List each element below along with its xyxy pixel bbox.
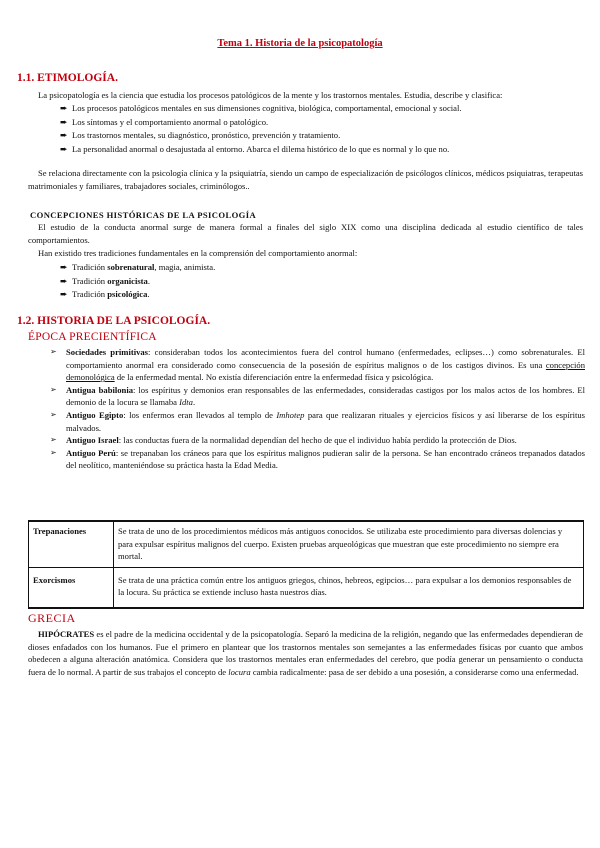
etimologia-list xyxy=(60,102,462,156)
triangle-bullet-icon: ➢ xyxy=(50,347,57,356)
list-item: ➨ Los síntomas y el comportamiento anormal o patológico. xyxy=(60,116,269,127)
etimologia-intro: La psicopatología es la ciencia que estudia los procesos patológicos de la mente y los trastornos mentales. Estudia, describe y clasifica: xyxy=(38,90,503,100)
table-cell-value: Se trata de uno de los procedimientos médicos más antiguos conocidos. Se utilizaba este procedimiento para diversas dolencias y para expulsar espíritus malignos del cuerpo. Existen pruebas arqueológicas que muestran que este procedimiento no siempre era mortal. xyxy=(114,521,584,567)
grecia-paragraph: HIPÓCRATES es el padre de la medicina occidental y de la psicopatología. Separó la medicina de la religión, negando que las enfermedades dependieran de dioses enfadados con los humanos. Fue el primero en plantear que los trastornos mentales son semejantes a las enfermedades físicas por cuanto que ambos obedecen a alguna alteración anatómica. Considera que los trastornos mentales eran enfermedades del cerebro, que podía generar un pensamiento o conducta fuera de lo normal. A partir de sus trabajos el concepto de locura cambia radicalmente: pasa de ser debido a una posesión, a considerarse como una enfermedad. xyxy=(28,629,583,677)
practices-table xyxy=(28,520,584,609)
list-item: ➨ Tradición sobrenatural, magia, animista. xyxy=(60,262,216,272)
triangle-bullet-icon: ➢ xyxy=(50,447,57,457)
table-row xyxy=(29,567,584,608)
concepciones-paragraph-2: Han existido tres tradiciones fundamentales en la comprensión del comportamiento anormal: xyxy=(38,248,358,258)
table-cell-key: Trepanaciones xyxy=(29,521,114,567)
arrow-bullet-icon: ➨ xyxy=(60,116,68,127)
table-row xyxy=(29,521,584,567)
triangle-bullet-icon: ➢ xyxy=(50,435,57,445)
list-item: ➢ Antiguo Israel: las conductas fuera de la normalidad dependían del hecho de que el individuo había perdido la protección de Dios. xyxy=(50,435,517,446)
list-item: ➢ Sociedades primitivas: consideraban todos los acontecimientos fuera del control humano (enfermedades, eclipses…) como sobrenaturales. El comportamiento anormal era considerado como consecuencia de la posesión de espíritus malignos o de los castigos divinos. Es una concepción demonológica de la enfermedad mental. No existía diferenciación entre la enfermedad física y psicológica. xyxy=(50,347,585,383)
arrow-bullet-icon: ➨ xyxy=(60,262,68,272)
section-heading-historia: 1.2. HISTORIA DE LA PSICOLOGÍA. xyxy=(17,315,211,327)
table-cell-value: Se trata de una práctica común entre los antiguos griegos, chinos, hebreos, egipcios… para expulsar a los demonios responsables de la locura. Su práctica se extiende incluso hasta nuestros días. xyxy=(114,567,584,608)
table-cell-key: Exorcismos xyxy=(29,567,114,608)
list-item: ➨ La personalidad anormal o desajustada al entorno. Abarca el dilema histórico de lo que es normal y lo que no. xyxy=(60,143,450,154)
list-item: ➨ Tradición organicista. xyxy=(60,275,150,286)
concepciones-paragraph-1: El estudio de la conducta anormal surge de manera formal a finales del siglo XIX como una disciplina dedicada al estudio científico de tales comportamientos. xyxy=(28,222,583,245)
page-title: Tema 1. Historia de la psicopatología xyxy=(217,38,383,49)
arrow-bullet-icon: ➨ xyxy=(60,143,68,154)
list-item: ➨ Los procesos patológicos mentales en sus dimensiones cognitiva, biológica, comportamental, emocional y social. xyxy=(60,103,462,113)
list-item: ➨ Los trastornos mentales, su diagnóstico, pronóstico, prevención y tratamiento. xyxy=(60,130,341,140)
tradiciones-list xyxy=(60,261,215,302)
arrow-bullet-icon: ➨ xyxy=(60,103,68,113)
arrow-bullet-icon: ➨ xyxy=(60,275,68,286)
list-item: ➢ Antiguo Perú: se trepanaban los cráneos para que los espíritus malignos pudieran salir de la persona. Se han encontrado cráneos trepanados datados del neolítico, manteniéndose su práctica hasta la Edad Media. xyxy=(50,447,585,471)
list-item: ➢ Antigua babilonia: los espíritus y demonios eran responsables de las enfermedades, consideradas castigos por los malos actos de los hombres. El demonio de la locura se llamaba Idta. xyxy=(50,384,585,408)
list-item: ➢ Antiguo Egipto: los enfermos eran llevados al templo de Imhotep para que realizaran rituales y ejercicios físicos y así liberarse de los espíritus malvados. xyxy=(50,409,585,433)
list-item: ➨ Tradición psicológica. xyxy=(60,289,150,299)
etimologia-paragraph-2: Se relaciona directamente con la psicología clínica y la psiquiatría, siendo un campo de especialización de psicólogos clínicos, médicos psiquiatras, terapeutas matrimoniales y familiares, trabajadores sociales, criminólogos.. xyxy=(28,168,583,191)
precientifica-list xyxy=(50,346,585,472)
subheading-epoca-precientifica: ÉPOCA PRECIENTÍFICA xyxy=(28,331,157,343)
subheading-grecia: GRECIA xyxy=(28,611,76,625)
arrow-bullet-icon: ➨ xyxy=(60,130,68,140)
section-heading-etimologia: 1.1. ETIMOLOGÍA. xyxy=(17,72,118,84)
concepciones-heading: CONCEPCIONES HISTÓRICAS DE LA PSICOLOGÍA xyxy=(30,210,257,220)
arrow-bullet-icon: ➨ xyxy=(60,289,68,299)
triangle-bullet-icon: ➢ xyxy=(50,409,57,419)
triangle-bullet-icon: ➢ xyxy=(50,384,57,394)
